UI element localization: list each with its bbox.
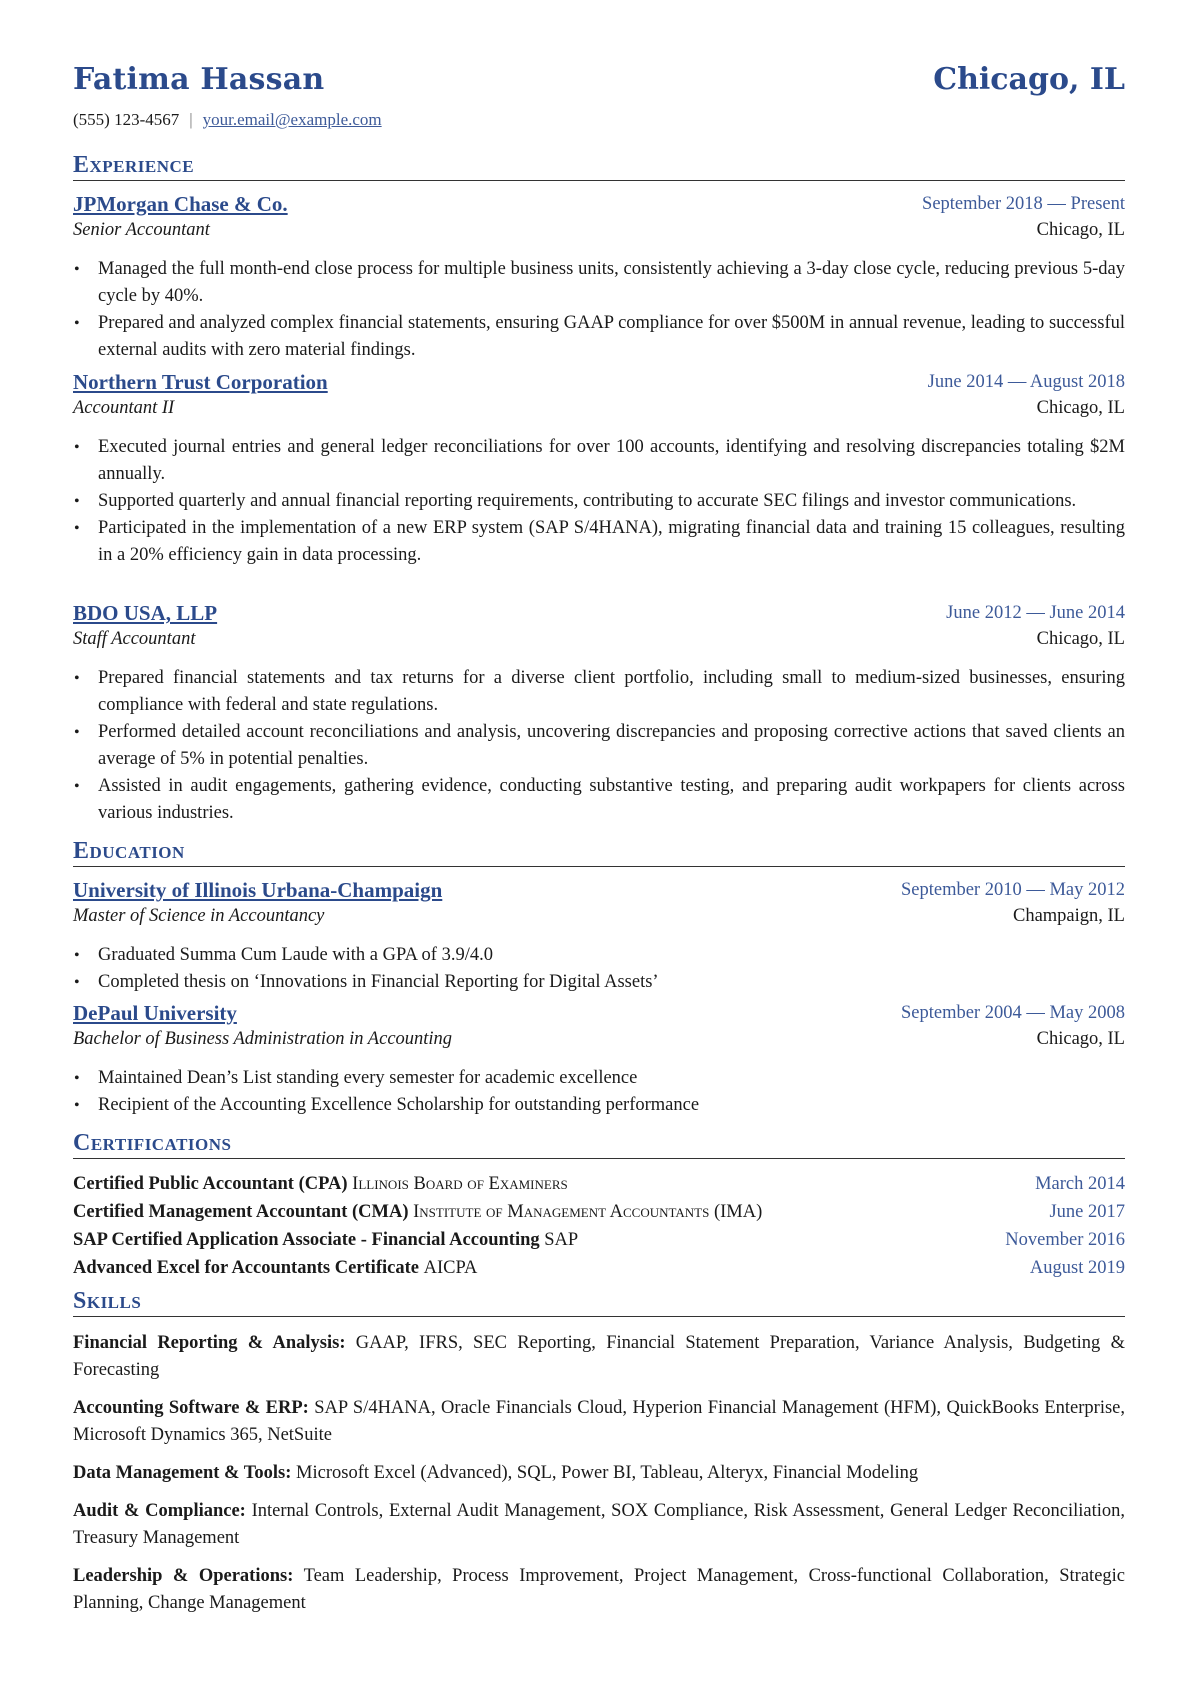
bullet-item: • Performed detailed account reconciliations and analysis, uncovering discrepancies and proposing corrective actions that saved clients an average of 5% in potential penalties. [98,719,1125,773]
bullet-list [73,256,1125,364]
certification-date: March 2014 [1035,1174,1125,1194]
bullet-item: • Prepared and analyzed complex financial statements, ensuring GAAP compliance for over $500M in annual revenue, leading to successful external audits with zero material findings. [98,310,1125,364]
bullet-list [73,1065,1125,1119]
employment-dates: September 2018 — Present [922,194,1125,214]
experience-entry [73,192,1125,364]
certification-row [73,1198,1125,1226]
bullet-item: • Managed the full month-end close process for multiple business units, consistently achieving a 3-day close cycle, reducing previous 5-day cycle by 40%. [98,256,1125,310]
bullet-item: • Executed journal entries and general ledger reconciliations for over 100 accounts, identifying and resolving discrepancies totaling $2M annually. [98,434,1125,488]
job-location: Chicago, IL [1036,220,1125,240]
job-title: Senior Accountant [73,220,210,240]
skill-items: Team Leadership, Process Improvement, Project Management, Cross-functional Collaboration, Strategic Planning, Change Management [73,1566,1126,1613]
section-title-skills: Skills [73,1288,1125,1317]
candidate-name: Fatima Hassan [73,62,325,97]
skill-category: Financial Reporting & Analysis: [73,1333,346,1353]
company-link[interactable]: Northern Trust Corporation [73,370,328,394]
skill-items: SAP S/4HANA, Oracle Financials Cloud, Hyperion Financial Management (HFM), QuickBooks Enterprise, Microsoft Dynamics 365, NetSuite [73,1398,1125,1445]
section-title-experience: Experience [73,152,1125,181]
education-entry [73,1001,1125,1119]
bullet-item: • Completed thesis on ‘Innovations in Financial Reporting for Digital Assets’ [98,969,1125,996]
contact-separator: | [189,110,193,129]
bullet-item: • Participated in the implementation of a new ERP system (SAP S/4HANA), migrating financial data and training 15 colleagues, resulting in a 20% efficiency gain in data processing. [98,515,1125,569]
skill-row [73,1395,1125,1449]
skills-list [73,1330,1125,1628]
bullet-item: • Graduated Summa Cum Laude with a GPA of 3.9/4.0 [98,942,1125,969]
certifications-list [73,1170,1125,1282]
skill-items: GAAP, IFRS, SEC Reporting, Financial Statement Preparation, Variance Analysis, Budgeting & Forecasting [73,1333,1125,1380]
company-link[interactable]: BDO USA, LLP [73,601,218,625]
certification-date: November 2016 [1005,1230,1125,1250]
certification-row [73,1254,1125,1282]
email-link[interactable]: your.email@example.com [202,110,382,129]
bullet-list [73,665,1125,827]
section-title-education: Education [73,838,1125,867]
education-dates: September 2004 — May 2008 [900,1003,1125,1023]
company-link[interactable]: JPMorgan Chase & Co. [73,192,288,216]
job-location: Chicago, IL [1036,629,1125,649]
certification-issuer: Illinois Board of Examiners [352,1174,568,1194]
certification-row [73,1226,1125,1254]
certification-name: SAP Certified Application Associate - Financial Accounting [73,1230,540,1250]
education-entry [73,878,1125,996]
experience-entry [73,370,1125,569]
skill-category: Leadership & Operations: [73,1566,294,1586]
certification-date: August 2019 [1029,1258,1125,1278]
bullet-item: • Assisted in audit engagements, gathering evidence, conducting substantive testing, and preparing audit workpapers for clients across various industries. [98,773,1125,827]
skill-items: Internal Controls, External Audit Management, SOX Compliance, Risk Assessment, General Ledger Reconciliation, Treasury Management [73,1501,1126,1548]
school-link[interactable]: DePaul University [73,1001,237,1025]
contact-line [73,110,382,130]
skill-row [73,1460,1125,1487]
skill-row [73,1330,1125,1384]
certification-name: Advanced Excel for Accountants Certificate [73,1258,419,1278]
degree: Bachelor of Business Administration in Accounting [73,1029,453,1049]
skill-category: Data Management & Tools: [73,1463,292,1483]
employment-dates: June 2012 — June 2014 [946,603,1125,623]
candidate-location: Chicago, IL [933,62,1125,97]
certification-date: June 2017 [1049,1202,1125,1222]
resume-header [73,62,1125,102]
degree: Master of Science in Accountancy [73,906,325,926]
job-title: Staff Accountant [73,629,196,649]
skill-category: Accounting Software & ERP: [73,1398,309,1418]
education-dates: September 2010 — May 2012 [900,880,1125,900]
experience-entry [73,601,1125,827]
section-title-certifications: Certifications [73,1130,1125,1159]
school-location: Chicago, IL [1036,1029,1125,1049]
bullet-item: • Maintained Dean’s List standing every semester for academic excellence [98,1065,1125,1092]
certification-issuer: SAP [544,1230,579,1250]
school-link[interactable]: University of Illinois Urbana-Champaign [73,878,443,902]
certification-name: Certified Management Accountant (CMA) [73,1202,409,1222]
certification-row [73,1170,1125,1198]
school-location: Champaign, IL [1012,906,1125,926]
certification-name: Certified Public Accountant (CPA) [73,1174,348,1194]
skill-items: Microsoft Excel (Advanced), SQL, Power BI, Tableau, Alteryx, Financial Modeling [296,1463,919,1483]
bullet-item: • Prepared financial statements and tax returns for a diverse client portfolio, including small to medium-sized businesses, ensuring compliance with federal and state regulations. [98,665,1125,719]
bullet-list [73,942,1125,996]
bullet-item: • Recipient of the Accounting Excellence Scholarship for outstanding performance [98,1092,1125,1119]
job-location: Chicago, IL [1036,398,1125,418]
employment-dates: June 2014 — August 2018 [927,372,1125,392]
bullet-item: • Supported quarterly and annual financial reporting requirements, contributing to accurate SEC filings and investor communications. [98,488,1125,515]
certification-issuer: AICPA [423,1258,478,1278]
bullet-list [73,434,1125,569]
phone-number: (555) 123-4567 [73,110,180,129]
certification-issuer: Institute of Management Accountants (IMA) [413,1202,763,1222]
skill-row [73,1498,1125,1552]
job-title: Accountant II [73,398,175,418]
skill-category: Audit & Compliance: [73,1501,246,1521]
skill-row [73,1563,1125,1617]
